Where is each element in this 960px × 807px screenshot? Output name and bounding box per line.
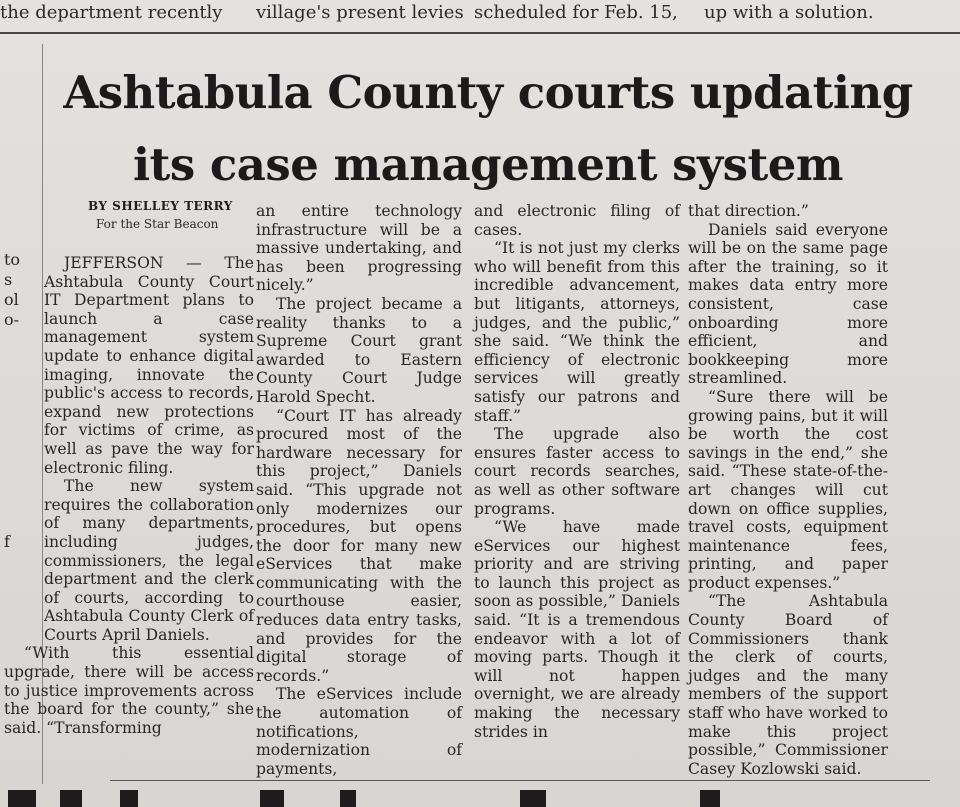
edge-fragment: s [4,270,13,289]
edge-fragment: to [4,250,21,269]
top-fragment: village's present levies [256,2,464,23]
paragraph: an entire technology infrastructure will be a massive undertaking, and has been progressing nicely.” [256,202,462,295]
paragraph: Daniels said everyone will be on the same page after the training, so it makes data entry more consistent, case onboarding more efficient, and bookkeeping more streamlined. [688,220,888,388]
paragraph: “With this essential upgrade, there will be access to justice improvements across the board for the county,” she said. “Transforming [4,644,254,737]
article-column-4 [688,202,888,778]
paragraph: JEFFERSON — The Ashtabula County Court IT Department plans to launch a case management system update to enhance digital imaging, innovate the public's access to records, expand new protections for victims of crime, as well as pave the way for electronic filing. [44,254,254,477]
previous-article-fragments [0,0,960,30]
edge-fragment: f [4,532,10,551]
glyph-fragment [60,790,82,807]
paragraph: “It is not just my clerks who will benefit from this incredible advancement, but litigants, attorneys, judges, and the public,” she said. “We think the efficiency of electronic services will greatly satisfy our patrons and staff.” [474,239,680,425]
bottom-divider [110,780,930,781]
edge-fragment: ol [4,290,19,309]
headline-line-1: Ashtabula County courts updating [63,66,913,120]
headline [48,65,928,193]
article-column-2 [256,202,462,778]
glyph-fragment [700,790,720,807]
paragraph: “The Ashtabula County Board of Commissioners thank the clerk of courts, judges and the many members of the support staff who have worked to make this project possible,” Commissioner Casey Kozlowski said. [688,592,888,778]
article-column-3 [474,202,680,741]
paragraph: “Court IT has already procured most of the hardware necessary for this project,” Daniels said. “This upgrade not only modernizes our procedures, but opens the door for many new eServices that make communicating with the courthouse easier, reduces data entry tasks, and provides for the digital storage of records.” [256,406,462,685]
top-divider [0,32,960,34]
glyph-fragment [260,790,284,807]
headline-line-2: its case management system [132,138,844,192]
paragraph: “We have made eServices our highest priority and are striving to launch this project as soon as possible,” Daniels said. “It is a tremendous endeavor with a lot of moving parts. Though it will not happen overnight, we are already making the necessary strides in [474,518,680,741]
byline-affiliation: For the Star Beacon [96,217,219,231]
next-headline-peek [0,790,960,807]
edge-fragment: o- [4,310,20,329]
glyph-fragment [120,790,138,807]
top-fragment: the department recently [0,2,223,23]
paragraph: “Sure there will be growing pains, but it will be worth the cost savings in the end,” she said. “These state-of-the-art changes will cut down on office supplies, travel costs, equipment maintenance fees, printing, and paper product expenses.” [688,387,888,592]
paragraph: The eServices include the automation of notifications, modernization of payments, [256,685,462,778]
byline [88,199,248,231]
glyph-fragment [340,790,356,807]
glyph-fragment [520,790,546,807]
paragraph: The upgrade also ensures faster access to court records searches, as well as other software programs. [474,425,680,518]
paragraph: The new system requires the collaboration of many departments, including judges, commissioners, the legal department and the clerk of courts, according to Ashtabula County Clerk of Courts April Daniels. [44,477,254,644]
paragraph: The project became a reality thanks to a Supreme Court grant awarded to Eastern County Court Judge Harold Specht. [256,294,462,406]
top-fragment: up with a solution. [704,2,874,23]
byline-author: BY SHELLEY TERRY [88,199,233,213]
paragraph: that direction.” [688,202,809,220]
top-fragment: scheduled for Feb. 15, [474,2,678,23]
glyph-fragment [8,790,36,807]
article-column-1 [4,254,254,737]
paragraph: and electronic filing of cases. [474,202,680,239]
